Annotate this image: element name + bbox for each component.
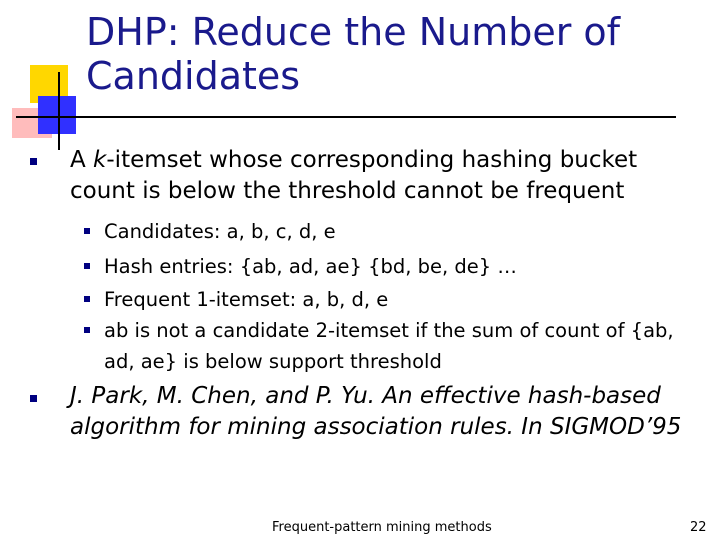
sub-bullet-text: Frequent 1-itemset: a, b, d, e [104, 288, 389, 311]
sub-bullet-icon [84, 228, 90, 234]
bullet-suffix: -itemset whose corresponding hashing bucket count is below the threshold cannot be frequent [70, 147, 638, 204]
bullet-italic-k: k [93, 147, 107, 173]
sub-bullet-text: Candidates: a, b, c, d, e [104, 220, 336, 243]
bullet-icon [30, 158, 37, 165]
bullet-icon [30, 395, 37, 402]
decor-blue-square [38, 96, 76, 134]
bullet-prefix: A [70, 147, 94, 173]
sub-bullet-icon [84, 296, 90, 302]
slide-title: DHP: Reduce the Number of Candidates [86, 10, 621, 98]
decor-horizontal-line [16, 116, 676, 118]
decor-vertical-line [58, 72, 60, 150]
sub-bullet-icon [84, 263, 90, 269]
main-bullet-text [70, 145, 700, 207]
sub-bullet-icon [84, 327, 90, 333]
page-number: 22 [690, 520, 707, 535]
sub-bullet-text: ab is not a candidate 2-itemset if the sum of count of {ab, ad, ae} is below support threshold [104, 319, 674, 373]
footer-text: Frequent-pattern mining methods [272, 520, 492, 535]
sub-bullet-text: Hash entries: {ab, ad, ae} {bd, be, de} … [104, 255, 517, 278]
citation-text: J. Park, M. Chen, and P. Yu. An effective hash-based algorithm for mining association rules. In SIGMOD’95 [70, 383, 682, 440]
